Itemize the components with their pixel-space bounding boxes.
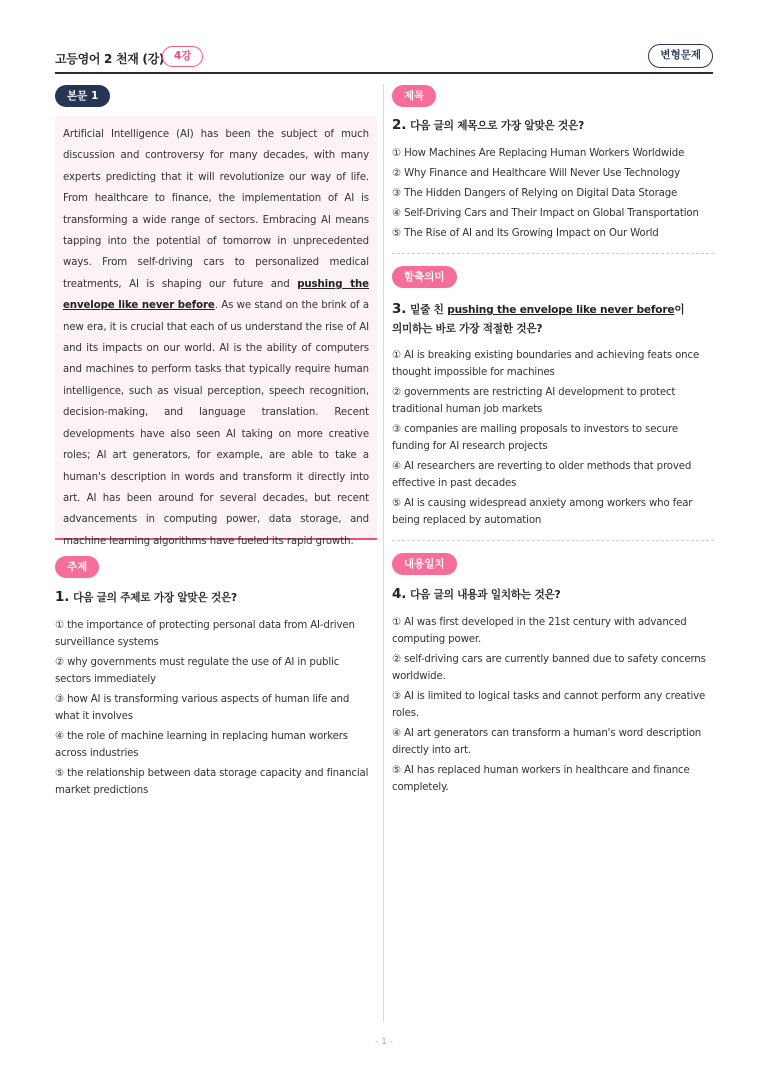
q1-question-text: 다음 글의 주제로 가장 알맞은 것은? (73, 592, 237, 604)
column-divider (383, 84, 384, 1022)
passage-text-after: . As we stand on the brink of a new era, it is crucial that each of us understand the rise of AI and its impacts on our world. AI is the ability of computers and machines to perform tasks that typically require human intelligence, such as visual perception, speech recognition, decision-making, and language translation. Recent developments have also seen AI taking on more creative roles; AI art generators, for example, are able to take a human's description in words and transform it directly into art. AI has been around for several decades, but recent advancements in computing power, data storage, and machine learning algorithms have fueled its rapid growth. (63, 300, 369, 547)
q2-option-1[interactable]: ① How Machines Are Replacing Human Workers Worldwide (392, 148, 685, 159)
type-badge: 변형문제 (648, 44, 713, 68)
q1-option-5[interactable]: ⑤ the relationship between data storage capacity and financial (55, 768, 369, 779)
q1-option-3[interactable]: ③ how AI is transforming various aspects of human life and (55, 694, 350, 705)
passage-text-before: Artificial Intelligence (AI) has been the subject of much discussion and controversy for many decades, with many experts predicting that it will revolutionize our way of life. From healthcare to finance, the implementation of AI is transforming a wide range of sectors. Embracing AI means tapping into the potential of tomorrow in unprecedented ways. From self-driving cars to personalized medical treatments, AI is shaping our future and (63, 129, 369, 290)
q4-option-1-cont: computing power. (392, 634, 482, 645)
q3-question-line1 (392, 300, 716, 320)
q3-question-prefix: 밑줄 친 (410, 304, 448, 316)
q1-label: 주제 (55, 556, 99, 578)
q2-option-4[interactable]: ④ Self-Driving Cars and Their Impact on Global Transportation (392, 208, 699, 219)
q4-option-4[interactable]: ④ AI art generators can transform a human's word description (392, 728, 702, 739)
q3-number: 3. (392, 301, 407, 317)
q2-label: 제목 (392, 85, 436, 107)
passage-label: 본문 1 (55, 85, 110, 107)
q3-options (392, 347, 716, 529)
q3-underlined-phrase: pushing the envelope like never before (447, 304, 675, 316)
q1-option-3-cont: what it involves (55, 711, 133, 722)
page-title: 고등영어 2 천재 (강) (55, 52, 165, 66)
q3-option-1[interactable]: ① AI is breaking existing boundaries and achieving feats once (392, 350, 700, 361)
q3-label: 함축의미 (392, 266, 457, 288)
q2-option-3[interactable]: ③ The Hidden Dangers of Relying on Digital Data Storage (392, 188, 678, 199)
q1-option-1[interactable]: ① the importance of protecting personal data from AI-driven (55, 620, 355, 631)
section-divider (392, 540, 714, 541)
q3-option-5[interactable]: ⑤ AI is causing widespread anxiety among workers who fear (392, 498, 693, 509)
q1-option-4-cont: across industries (55, 748, 139, 759)
q3-option-2-cont: traditional human job markets (392, 404, 543, 415)
q1-options (55, 617, 377, 799)
q4-option-2-cont: worldwide. (392, 671, 446, 682)
q4-options (392, 614, 716, 796)
q2-number: 2. (392, 117, 407, 133)
section-divider (392, 253, 714, 254)
passage-box (55, 116, 377, 547)
page-number: - 1 - (375, 1037, 393, 1047)
q4-option-3[interactable]: ③ AI is limited to logical tasks and cannot perform any creative (392, 691, 706, 702)
passage-text (63, 124, 369, 552)
passage-underlined-phrase: pushing the envelope like never before (63, 278, 369, 312)
q3-question-line2: 의미하는 바로 가장 적절한 것은? (392, 323, 543, 335)
q3-option-1-cont: thought impossible for machines (392, 367, 555, 378)
q3-option-2[interactable]: ② governments are restricting AI development to protect (392, 387, 676, 398)
q4-option-5[interactable]: ⑤ AI has replaced human workers in healthcare and finance (392, 765, 690, 776)
q2-options (392, 145, 716, 242)
q3-question-suffix: 이 (674, 304, 685, 316)
q4-number: 4. (392, 586, 407, 602)
q1-option-5-cont: market predictions (55, 785, 149, 796)
q4-label: 내용일치 (392, 553, 457, 575)
q1-question (55, 588, 237, 608)
q1-option-2-cont: sectors immediately (55, 674, 156, 685)
q4-question (392, 585, 560, 605)
q4-option-3-cont: roles. (392, 708, 419, 719)
q2-option-5[interactable]: ⑤ The Rise of AI and Its Growing Impact on Our World (392, 228, 659, 239)
q3-option-5-cont: being replaced by automation (392, 515, 542, 526)
q3-option-3[interactable]: ③ companies are mailing proposals to investors to secure (392, 424, 679, 435)
q4-option-5-cont: completely. (392, 782, 449, 793)
lesson-badge: 4강 (162, 46, 203, 67)
page-header (55, 44, 713, 74)
header-rule (55, 72, 713, 74)
q1-number: 1. (55, 589, 70, 605)
q4-option-4-cont: directly into art. (392, 745, 471, 756)
q4-option-1[interactable]: ① AI was first developed in the 21st century with advanced (392, 617, 687, 628)
q2-question-text: 다음 글의 제목으로 가장 알맞은 것은? (410, 120, 585, 132)
q1-option-1-cont: surveillance systems (55, 637, 159, 648)
q3-option-3-cont: funding for AI research projects (392, 441, 548, 452)
q2-question (392, 116, 584, 136)
q4-option-2[interactable]: ② self-driving cars are currently banned due to safety concerns (392, 654, 706, 665)
q1-option-2[interactable]: ② why governments must regulate the use of AI in public (55, 657, 340, 668)
q2-option-2[interactable]: ② Why Finance and Healthcare Will Never Use Technology (392, 168, 680, 179)
q3-option-4[interactable]: ④ AI researchers are reverting to older methods that proved (392, 461, 692, 472)
q4-question-text: 다음 글의 내용과 일치하는 것은? (410, 589, 561, 601)
q3-question (392, 300, 716, 339)
q3-option-4-cont: effective in past decades (392, 478, 517, 489)
q1-option-4[interactable]: ④ the role of machine learning in replacing human workers (55, 731, 348, 742)
